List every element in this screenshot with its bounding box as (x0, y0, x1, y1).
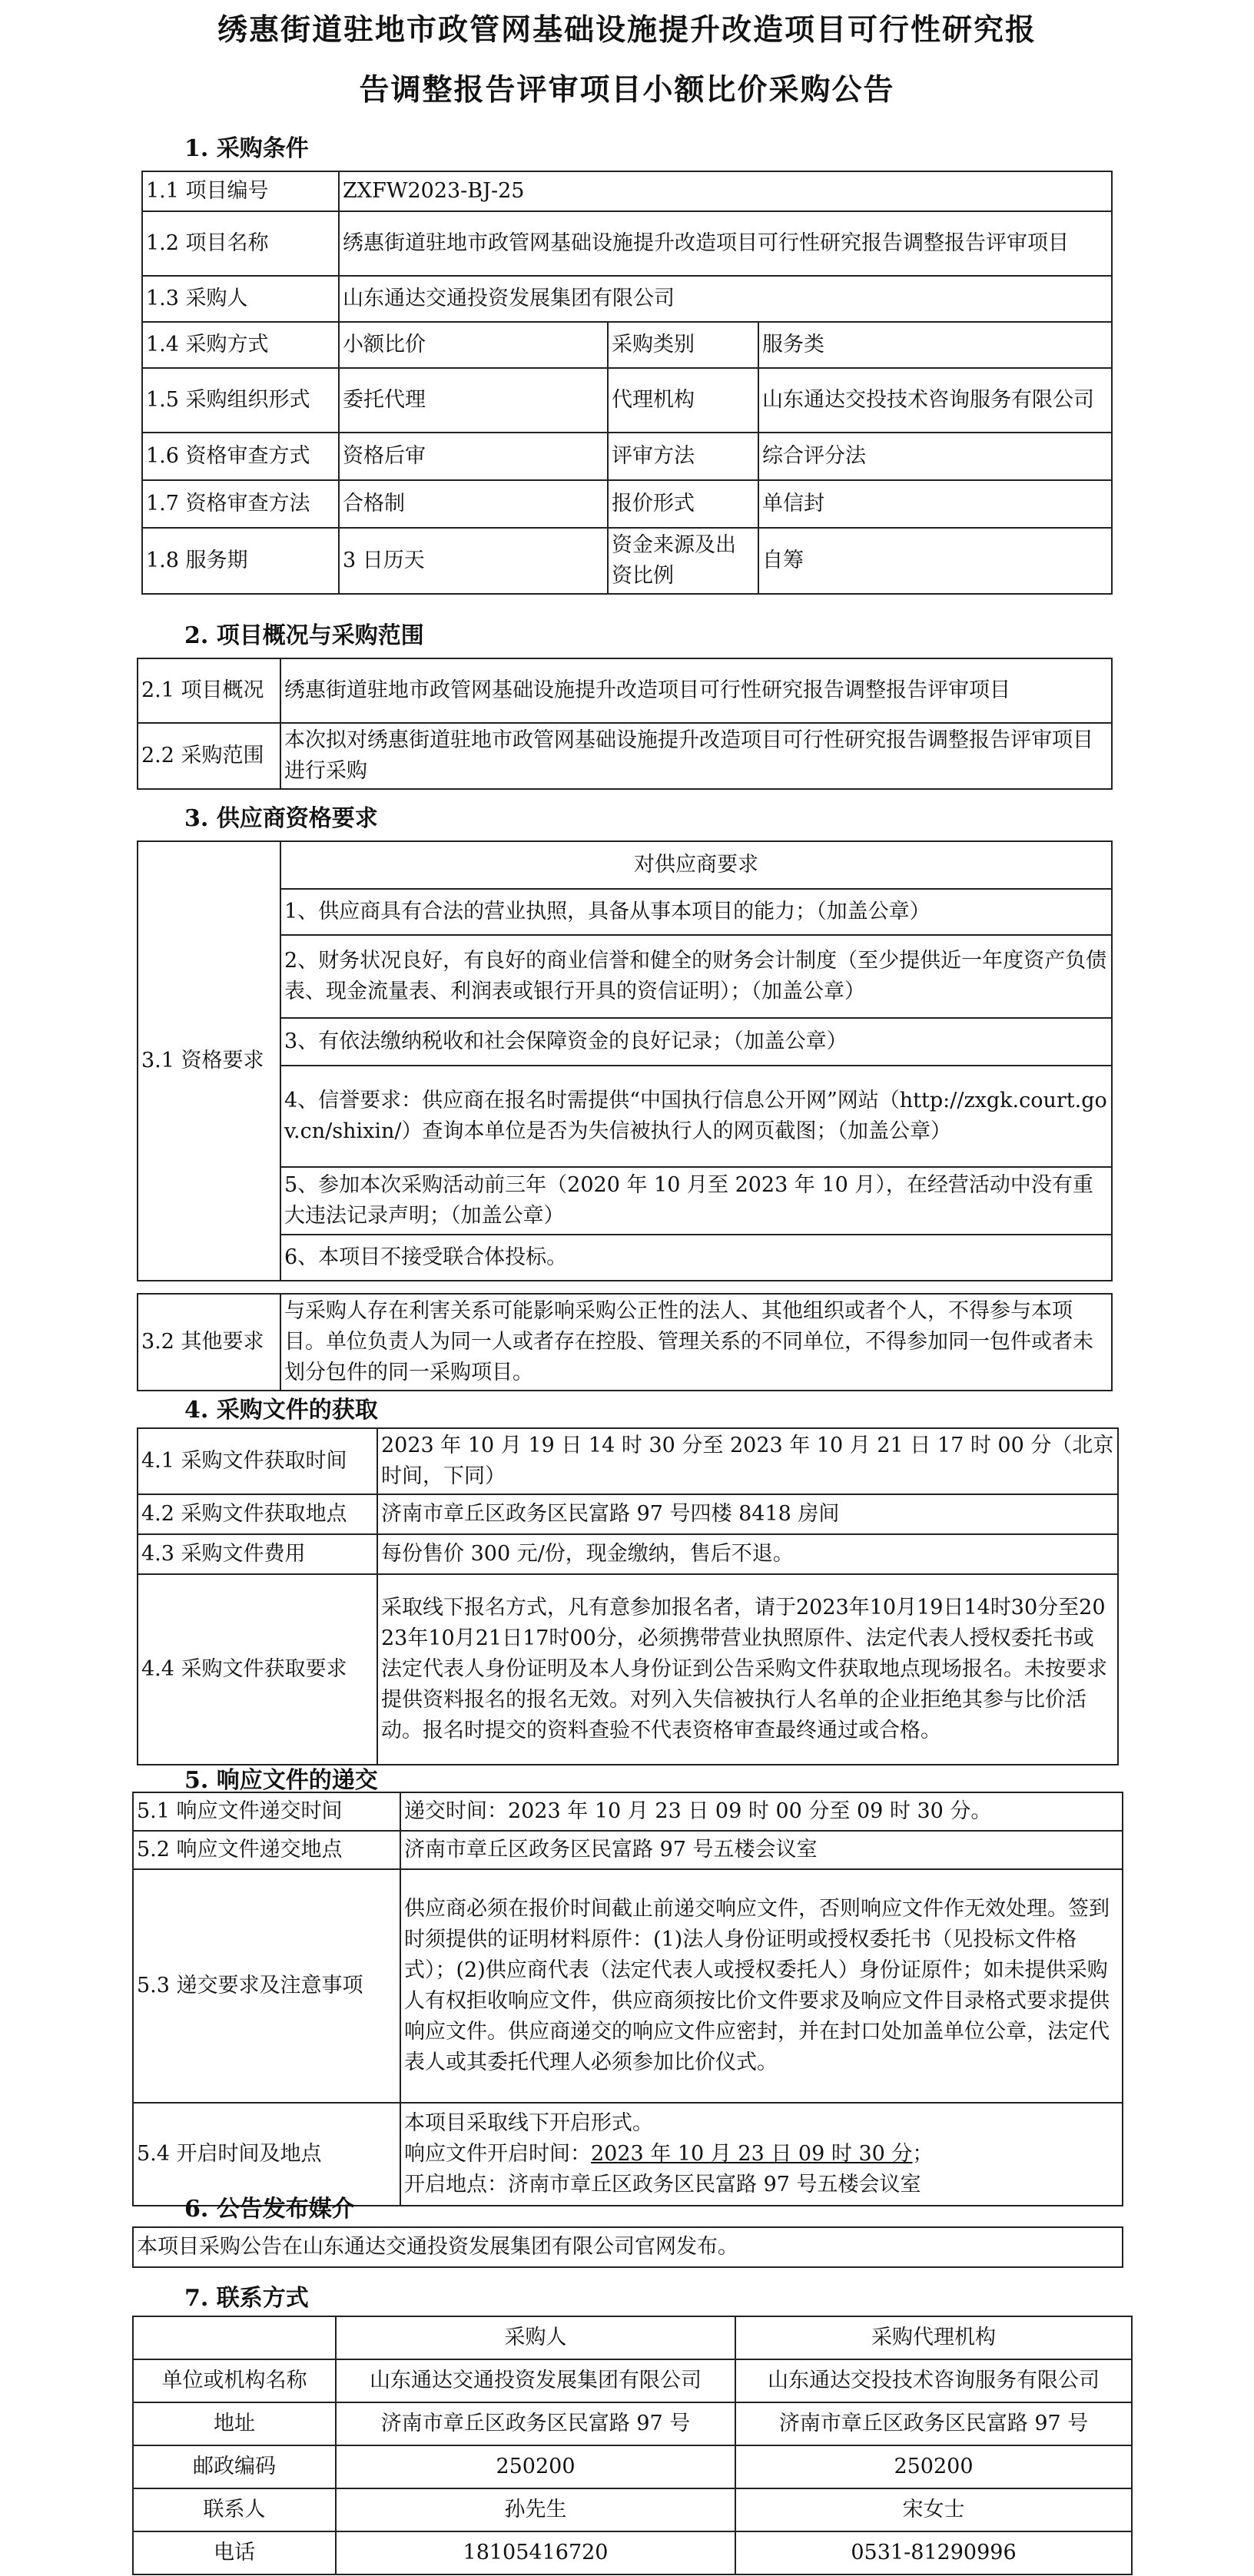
section-4-heading: 4. 采购文件的获取 (184, 1397, 378, 1424)
opening-time-value: 2023 年 10 月 23 日 09 时 30 分 (591, 2142, 913, 2166)
row-label: 1.6 资格审查方式 (142, 433, 339, 480)
project-name: 绣惠街道驻地市政管网基础设施提升改造项目可行性研究报告调整报告评审项目 (339, 211, 1112, 276)
row-label: 4.4 采购文件获取要求 (138, 1574, 377, 1765)
row-label: 5.4 开启时间及地点 (133, 2103, 400, 2206)
row-label: 5.2 响应文件递交地点 (133, 1831, 400, 1869)
submission-location: 济南市章丘区政务区民富路 97 号五楼会议室 (400, 1831, 1123, 1869)
purchaser-name: 山东通达交通投资发展集团有限公司 (336, 2359, 735, 2402)
section-3-heading: 3. 供应商资格要求 (184, 805, 378, 832)
row-label: 2.2 采购范围 (138, 723, 280, 789)
procurement-conditions-table (141, 171, 1113, 595)
opening-location: 开启地点：济南市章丘区政务区民富路 97 号五楼会议室 (404, 2173, 921, 2196)
row-label: 5.1 响应文件递交时间 (133, 1792, 400, 1831)
row-label: 4.3 采购文件费用 (138, 1534, 377, 1574)
purchaser: 山东通达交通投资发展集团有限公司 (339, 276, 1112, 322)
contact-row-label: 地址 (133, 2402, 336, 2445)
section-5-heading: 5. 响应文件的递交 (184, 1767, 378, 1794)
row-value: 服务类 (758, 322, 1112, 368)
row-value: 资格后审 (339, 433, 608, 480)
opening-time-suffix: ； (912, 2142, 934, 2166)
purchaser-phone: 18105416720 (336, 2531, 735, 2574)
row-label: 4.1 采购文件获取时间 (138, 1428, 377, 1494)
agency-phone: 0531-81290996 (735, 2531, 1132, 2574)
row-value: 合格制 (339, 480, 608, 528)
media-table (132, 2226, 1123, 2268)
section-7-heading: 7. 联系方式 (184, 2285, 309, 2312)
row-label: 1.3 采购人 (142, 276, 339, 322)
purchaser-contact: 孙先生 (336, 2488, 735, 2531)
row-label: 5.3 递交要求及注意事项 (133, 1869, 400, 2103)
row-label: 报价形式 (608, 480, 758, 528)
qualification-item: 5、参加本次采购活动前三年（2020 年 10 月至 2023 年 10 月），在经营活动中没有重大违法记录声明；（加盖公章） (280, 1167, 1112, 1235)
contact-row-label: 邮政编码 (133, 2445, 336, 2488)
row-label: 1.5 采购组织形式 (142, 368, 339, 433)
row-label: 4.2 采购文件获取地点 (138, 1494, 377, 1534)
document-acquisition-table (137, 1427, 1119, 1765)
title-line-1: 绣惠街道驻地市政管网基础设施提升改造项目可行性研究报 (217, 12, 1037, 48)
section-1-heading: 1. 采购条件 (184, 135, 309, 162)
procurement-scope: 本次拟对绣惠街道驻地市政管网基础设施提升改造项目可行性研究报告调整报告评审项目进行采购 (280, 723, 1112, 789)
section-2-heading: 2. 项目概况与采购范围 (184, 622, 424, 649)
publication-media: 本项目采购公告在山东通达交通投资发展集团有限公司官网发布。 (133, 2227, 1123, 2267)
qualification-header: 对供应商要求 (280, 841, 1112, 889)
row-label: 采购类别 (608, 322, 758, 368)
qualification-table (137, 840, 1113, 1281)
acquisition-location: 济南市章丘区政务区民富路 97 号四楼 8418 房间 (377, 1494, 1118, 1534)
row-label: 1.1 项目编号 (142, 171, 339, 211)
submission-requirements: 供应商必须在报价时间截止前递交响应文件，否则响应文件作无效处理。签到时须提供的证明材料原件：(1)法人身份证明或授权委托书（见投标文件格式）；(2)供应商代表（法定代表人或授权委托人）身份证原件；如未提供采购人有权拒收响应文件，供应商须按比价文件要求及响应文件目录格式要求提供响应文件。供应商递交的响应文件应密封，并在封口处加盖单位公章，法定代表人或其委托代理人必须参加比价仪式。 (400, 1869, 1123, 2103)
purchaser-address: 济南市章丘区政务区民富路 97 号 (336, 2402, 735, 2445)
row-label: 评审方法 (608, 433, 758, 480)
qualification-item: 3、有依法缴纳税收和社会保障资金的良好记录；（加盖公章） (280, 1018, 1112, 1066)
opening-time-label: 响应文件开启时间： (404, 2142, 591, 2166)
opening-form: 本项目采取线下开启形式。 (404, 2111, 653, 2135)
submission-time: 递交时间：2023 年 10 月 23 日 09 时 00 分至 09 时 30 分。 (400, 1792, 1123, 1831)
qualification-item: 2、财务状况良好，有良好的商业信誉和健全的财务会计制度（至少提供近一年度资产负债表、现金流量表、利润表或银行开具的资信证明）；（加盖公章） (280, 935, 1112, 1018)
project-overview: 绣惠街道驻地市政管网基础设施提升改造项目可行性研究报告调整报告评审项目 (280, 658, 1112, 723)
contact-row-label: 单位或机构名称 (133, 2359, 336, 2402)
row-label: 1.2 项目名称 (142, 211, 339, 276)
purchaser-postcode: 250200 (336, 2445, 735, 2488)
project-overview-table (137, 658, 1113, 790)
document-fee: 每份售价 300 元/份，现金缴纳，售后不退。 (377, 1534, 1118, 1574)
row-label: 1.4 采购方式 (142, 322, 339, 368)
other-requirements-text: 与采购人存在利害关系可能影响采购公正性的法人、其他组织或者个人，不得参与本项目。单位负责人为同一人或者存在控股、管理关系的不同单位，不得参加同一包件或者未划分包件的同一采购项目。 (280, 1294, 1112, 1391)
row-value: 单信封 (758, 480, 1112, 528)
qualification-item: 6、本项目不接受联合体投标。 (280, 1235, 1112, 1281)
qualification-item: 4、信誉要求：供应商在报名时需提供“中国执行信息公开网”网站（http://zxgk.court.gov.cn/shixin/）查询本单位是否为失信被执行人的网页截图；（加盖公章） (280, 1066, 1112, 1167)
row-value: 3 日历天 (339, 528, 608, 594)
row-value: 小额比价 (339, 322, 608, 368)
opening-details (400, 2103, 1123, 2206)
submission-table (132, 1792, 1123, 2206)
other-requirements-label: 3.2 其他要求 (138, 1294, 280, 1391)
contact-row-label: 联系人 (133, 2488, 336, 2531)
section-6-heading: 6. 公告发布媒介 (184, 2196, 355, 2223)
row-label: 2.1 项目概况 (138, 658, 280, 723)
qualification-label: 3.1 资格要求 (138, 841, 280, 1281)
other-requirements-table (137, 1293, 1113, 1391)
opening-time (404, 2139, 1119, 2170)
contact-header-blank (133, 2316, 336, 2359)
contact-header-agency: 采购代理机构 (735, 2316, 1132, 2359)
contact-header-purchaser: 采购人 (336, 2316, 735, 2359)
row-value: 综合评分法 (758, 433, 1112, 480)
row-value: 委托代理 (339, 368, 608, 433)
agency-name: 山东通达交投技术咨询服务有限公司 (735, 2359, 1132, 2402)
agency-address: 济南市章丘区政务区民富路 97 号 (735, 2402, 1132, 2445)
title-line-2: 告调整报告评审项目小额比价采购公告 (359, 72, 895, 108)
acquisition-time: 2023 年 10 月 19 日 14 时 30 分至 2023 年 10 月 21 日 17 时 00 分（北京时间，下同） (377, 1428, 1118, 1494)
row-label: 资金来源及出资比例 (608, 528, 758, 594)
contact-row-label: 电话 (133, 2531, 336, 2574)
row-label: 代理机构 (608, 368, 758, 433)
project-number: ZXFW2023-BJ-25 (339, 171, 1112, 211)
agency-postcode: 250200 (735, 2445, 1132, 2488)
row-label: 1.8 服务期 (142, 528, 339, 594)
qualification-item: 1、供应商具有合法的营业执照，具备从事本项目的能力；（加盖公章） (280, 889, 1112, 935)
row-label: 1.7 资格审查方法 (142, 480, 339, 528)
contact-table (132, 2316, 1133, 2575)
agency-name: 山东通达交投技术咨询服务有限公司 (758, 368, 1112, 433)
agency-contact: 宋女士 (735, 2488, 1132, 2531)
row-value: 自筹 (758, 528, 1112, 594)
acquisition-requirements: 采取线下报名方式，凡有意参加报名者，请于2023年10月19日14时30分至2023年10月21日17时00分，必须携带营业执照原件、法定代表人授权委托书或法定代表人身份证明及本人身份证到公告采购文件获取地点现场报名。未按要求提供资料报名的报名无效。对列入失信被执行人名单的企业拒绝其参与比价活动。报名时提交的资料查验不代表资格审查最终通过或合格。 (377, 1574, 1118, 1765)
